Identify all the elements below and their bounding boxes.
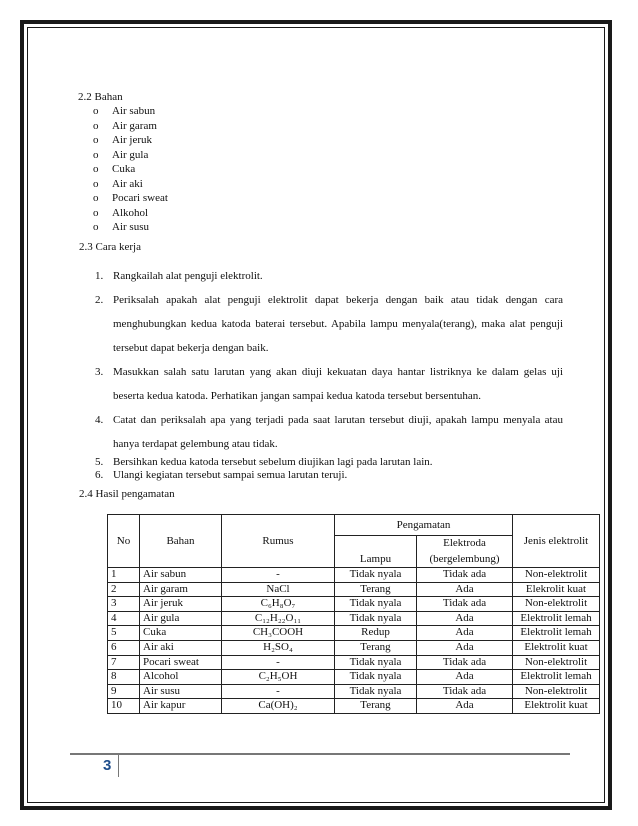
list-item: o Air susu <box>93 221 149 233</box>
table-row: 6 Air aki H₂SO₄ Terang Ada Elektrolit kuat <box>108 640 600 655</box>
table-row: 1 Air sabun - Tidak nyala Tidak ada Non-elektrolit <box>108 568 600 583</box>
list-item: 5. Bersihkan kedua katoda tersebut sebelum diujikan lagi pada larutan lain. <box>95 456 433 468</box>
list-item: o Pocari sweat <box>93 192 168 204</box>
section-cara-heading: 2.3 Cara kerja <box>79 241 141 253</box>
list-item: 1. Rangkailah alat penguji elektrolit. <box>95 270 263 282</box>
table-row: 5 Cuka CH₃COOH Redup Ada Elektrolit lemah <box>108 626 600 641</box>
header-no: No <box>108 515 140 568</box>
results-table <box>107 514 600 714</box>
list-item: o Cuka <box>93 163 136 175</box>
page-number: 3 <box>103 757 112 774</box>
header-rumus: Rumus <box>222 515 335 568</box>
list-item: 6. Ulangi kegiatan tersebut sampai semua larutan teruji. <box>95 469 348 481</box>
list-item: o Air sabun <box>93 105 156 117</box>
list-item: o Alkohol <box>93 206 149 219</box>
table-row: 2 Air garam NaCl Terang Ada Elekrolit kuat <box>108 582 600 597</box>
table-row: 9 Air susu - Tidak nyala Tidak ada Non-elektrolit <box>108 684 600 699</box>
list-item: 4. Catat dan periksalah apa yang terjadi pada saat larutan tersebut diuji, apakah lampu menyala atau hanya terdapat gelembung atau tidak. <box>95 414 563 450</box>
list-item: o Air jeruk <box>93 134 153 146</box>
list-item: o Air gula <box>93 148 149 161</box>
table-row: 3 Air jeruk C₆H₈O₇ Tidak nyala Tidak ada Non-elektrolit <box>108 597 600 612</box>
header-elektroda-sub: (bergelembung) <box>417 551 513 568</box>
section-hasil-heading: 2.4 Hasil pengamatan <box>79 488 175 500</box>
table-row: 10 Air kapur Ca(OH)₂ Terang Ada Elektrolit kuat <box>108 699 600 714</box>
header-lampu: Lampu <box>335 536 417 568</box>
bahan-list <box>93 104 168 235</box>
table-row: 8 Alcohol C₂H₅OH Tidak nyala Ada Elektrolit lemah <box>108 670 600 685</box>
page-number-divider <box>118 755 119 777</box>
table-row: 7 Pocari sweat - Tidak nyala Tidak ada Non-elektrolit <box>108 655 600 670</box>
list-item: 2. Periksalah apakah alat penguji elektrolit dapat bekerja dengan baik atau tidak dengan cara menghubungkan kedua katoda baterai tersebut. Apabila lampu menyala(terang), maka alat penguji tersebut dapat bekerja dengan baik. <box>95 294 563 354</box>
header-bahan: Bahan <box>140 515 222 568</box>
section-bahan-heading: 2.2 Bahan <box>78 91 123 103</box>
list-item: o Air garam <box>93 119 157 132</box>
list-item: o Air aki <box>93 177 143 190</box>
header-jenis: Jenis elektrolit <box>513 515 600 568</box>
footer-divider <box>70 753 570 755</box>
table-header-row <box>108 515 600 536</box>
header-elektroda: Elektroda <box>417 536 513 552</box>
table-row: 4 Air gula C₁₂H₂₂O₁₁ Tidak nyala Ada Elektrolit lemah <box>108 611 600 626</box>
header-pengamatan: Pengamatan <box>335 515 513 536</box>
list-item: 3. Masukkan salah satu larutan yang akan diuji kekuatan daya hantar listriknya ke dalam gelas uji beserta kedua katoda. Perhatikan jangan sampai kedua katoda tersebut bersentuhan. <box>95 366 563 402</box>
steps-list <box>95 264 563 482</box>
